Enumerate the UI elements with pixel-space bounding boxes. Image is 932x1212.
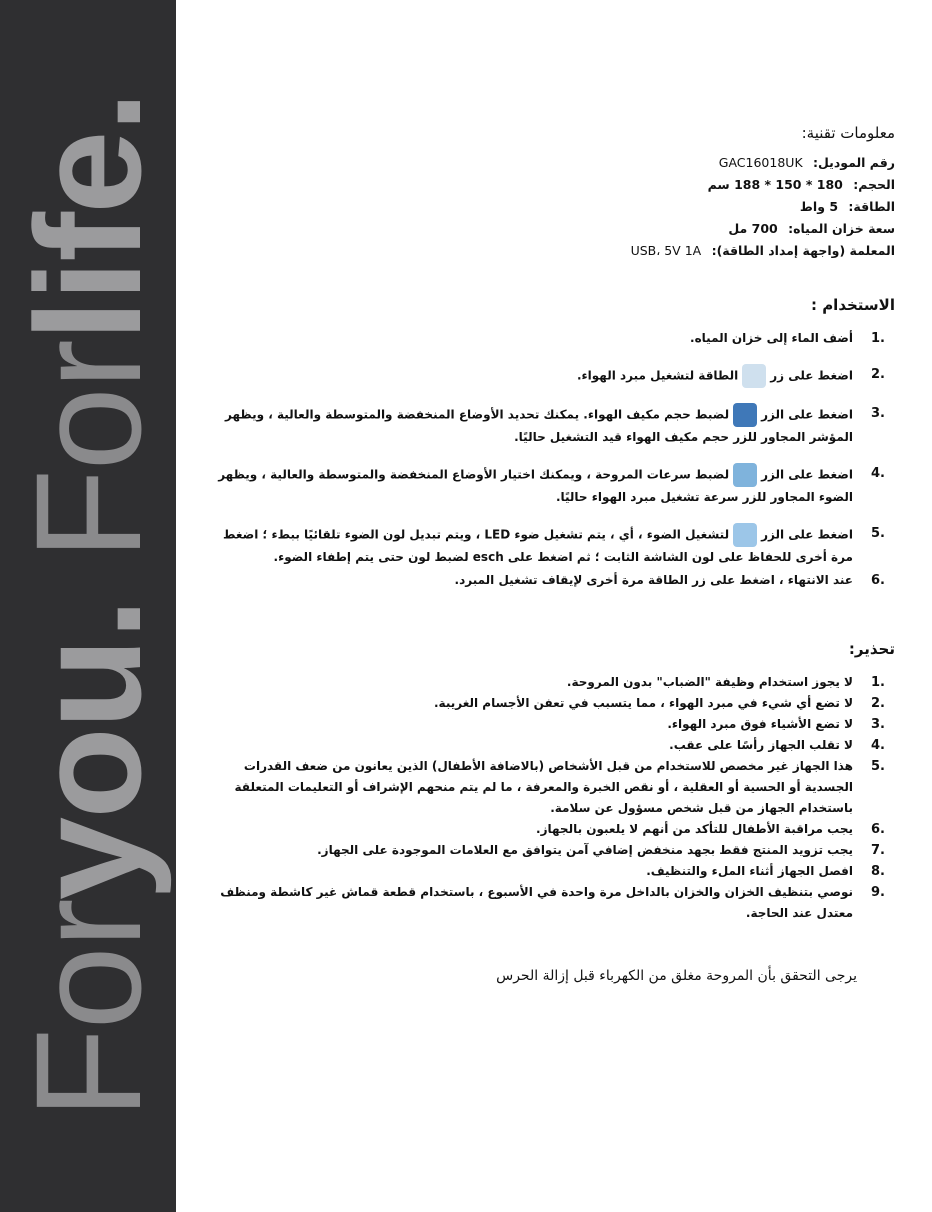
spec-tank-label: سعة خزان المياه: [788, 221, 895, 236]
warning-item-number: 1. [871, 675, 885, 690]
warning-item-text: لا تقلب الجهاز رأسًا على عقب. [669, 738, 853, 752]
document-content [215, 0, 895, 1212]
usage-item-text-before: اضغط على الزر [761, 467, 853, 482]
warning-item-text: افصل الجهاز أثناء الملء والتنظيف. [646, 864, 853, 878]
warning-item [215, 672, 895, 693]
brand-sidebar [0, 0, 176, 1212]
usage-item-3 [215, 403, 895, 448]
brand-slogan-part-4: life. [4, 92, 172, 342]
usage-item-5 [215, 523, 895, 568]
warning-item-number: 7. [871, 843, 885, 858]
spec-power-value: 5 واط [799, 199, 839, 214]
usage-item-number: 3. [871, 406, 885, 421]
usage-item-4 [215, 463, 895, 508]
spec-model [215, 152, 895, 174]
warning-item-text: يجب مراقبة الأطفال للتأكد من أنهم لا يلعبون بالجهاز. [536, 822, 853, 836]
usage-item-text-before: اضغط على زر [770, 368, 853, 383]
warning-item-text: هذا الجهاز غير مخصص للاستخدام من قبل الأشخاص (بالاضافة الأطفال) الذين يعانون من ضعف القدرات الجسدية أو الحسية أو العقلية ، أو نقص الخبرة والمعرفة ، ما لم يتم منحهم الإشراف أو التعليمات المتعلقة باستخدام الجهاز من قبل شخص مسؤول عن سلامة. [234, 759, 853, 815]
usage-item-text-after: لتشغيل الضوء ، أي ، يتم تشغيل ضوء LED ، ويتم تبديل لون الضوء تلقائيًا ببطء ؛ اضغط مرة أخرى للحفاظ على لون الشاشة الثابت ؛ ثم اضغط على esch لضبط لون حتى يتم إطفاء الضوء. [223, 527, 853, 564]
warning-item [215, 882, 895, 924]
brand-slogan-part-2: you. [4, 599, 172, 901]
usage-item-text: أضف الماء إلى خزان المياه. [690, 331, 853, 345]
warning-item [215, 756, 895, 819]
warning-item-number: 8. [871, 864, 885, 879]
spec-tank-value: 700 مل [728, 221, 778, 236]
spec-params [215, 240, 895, 262]
warning-list [215, 672, 895, 924]
usage-item-number: 1. [871, 331, 885, 346]
warning-item-number: 3. [871, 717, 885, 732]
warning-item-text: لا يجوز استخدام وظيفة "الضباب" بدون المروحة. [566, 675, 853, 689]
light-button-icon [733, 523, 757, 547]
power-button-icon [742, 364, 766, 388]
warning-item-number: 9. [871, 885, 885, 900]
usage-item-text-before: اضغط على الزر [761, 407, 853, 422]
warning-item [215, 819, 895, 840]
warning-item [215, 861, 895, 882]
spec-size [215, 174, 895, 196]
warning-item-text: نوصي بتنظيف الخزان والخزان بالداخل مرة واحدة في الأسبوع ، باستخدام قطعة قماش غير كاشطة ومنظف معتدل عند الحاجة. [220, 885, 853, 920]
usage-section [215, 296, 895, 606]
tech-info-heading: معلومات تقنية: [801, 124, 895, 142]
warning-heading: تحذير: [848, 640, 895, 658]
usage-item-number: 6. [871, 573, 885, 588]
spec-size-label: الحجم: [853, 177, 895, 192]
usage-item-number: 5. [871, 526, 885, 541]
tech-info-section [215, 124, 895, 262]
warning-item [215, 714, 895, 735]
usage-item-2 [215, 364, 895, 388]
fan-speed-button-icon [733, 463, 757, 487]
spec-params-value: USB، 5V 1A [630, 243, 702, 258]
warning-item-number: 4. [871, 738, 885, 753]
spec-model-value: GAC16018UK [718, 155, 803, 170]
spec-power [215, 196, 895, 218]
spec-tank [215, 218, 895, 240]
usage-item-number: 2. [871, 367, 885, 382]
warning-item-number: 2. [871, 696, 885, 711]
usage-heading: الاستخدام : [810, 296, 895, 314]
warning-item-text: يجب تزويد المنتج فقط بجهد منخفض إضافي آمن يتوافق مع العلامات الموجودة على الجهاز. [317, 843, 853, 857]
warning-item [215, 693, 895, 714]
spec-params-label: المعلمة (واجهة إمداد الطاقة): [711, 243, 895, 258]
usage-list [215, 328, 895, 591]
warning-item-number: 6. [871, 822, 885, 837]
brand-slogan-part-1: For [4, 900, 172, 1120]
footer-note-text: يرجى التحقق بأن المروحة مغلق من الكهرباء قبل إزالة الحرس [496, 968, 857, 984]
usage-item-text-after: لضبط حجم مكيف الهواء. يمكنك تحديد الأوضاع المنخفضة والمتوسطة والعالية ، ويظهر المؤشر المجاور للزر حجم مكيف الهواء قيد التشغيل حاليًا. [225, 407, 853, 444]
warning-item-number: 5. [871, 759, 885, 774]
spec-power-label: الطاقة: [848, 199, 895, 214]
warning-item-text: لا تضع الأشياء فوق مبرد الهواء. [667, 717, 853, 731]
warning-item-text: لا تضع أي شيء في مبرد الهواء ، مما يتسبب في تعفن الأجسام الغريبة. [434, 696, 853, 710]
usage-item-text-after: الطاقة لتشغيل مبرد الهواء. [576, 368, 739, 383]
usage-item-text-before: اضغط على الزر [761, 527, 853, 542]
brand-slogan-part-3: For [4, 341, 172, 561]
usage-item-text: عند الانتهاء ، اضغط على زر الطاقة مرة أخرى لإيقاف تشغيل المبرد. [454, 573, 853, 587]
spec-size-value: 180 * 150 * 188 سم [707, 177, 843, 192]
warning-item [215, 735, 895, 756]
air-volume-button-icon [733, 403, 757, 427]
footer-note [215, 968, 895, 984]
usage-item-1 [215, 328, 895, 349]
usage-item-text-after: لضبط سرعات المروحة ، ويمكنك اختيار الأوضاع المنخفضة والمتوسطة والعالية ، ويظهر الضوء المجاور للزر سرعة تشغيل مبرد الهواء حاليًا. [218, 467, 853, 504]
usage-item-6 [215, 570, 895, 591]
spec-model-label: رقم الموديل: [813, 155, 895, 170]
warning-item [215, 840, 895, 861]
warning-section [215, 640, 895, 924]
usage-item-number: 4. [871, 466, 885, 481]
brand-slogan [4, 92, 172, 1120]
